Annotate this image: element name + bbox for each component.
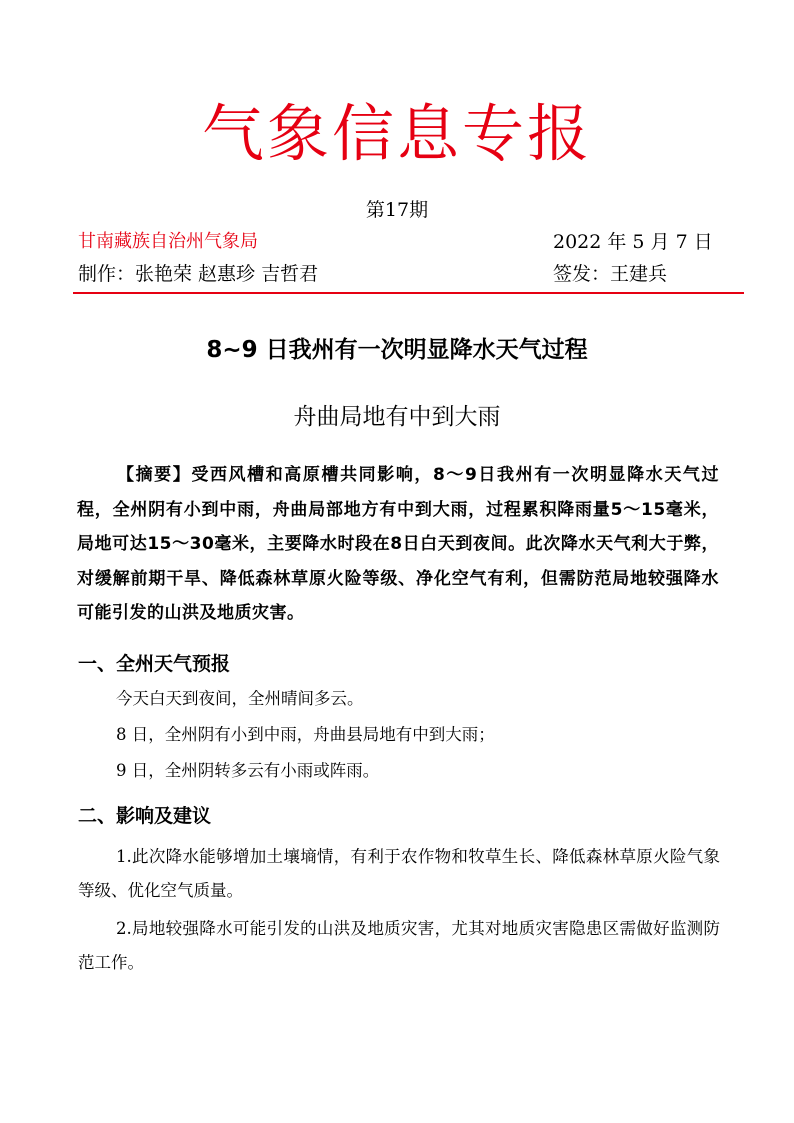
forecast-paragraph: 9 日，全州阴转多云有小雨或阵雨。	[116, 761, 380, 780]
section-heading-impact: 二、影响及建议	[78, 805, 212, 827]
headline-sub: 舟曲局地有中到大雨	[293, 404, 501, 430]
headline-main: 8~9 日我州有一次明显降水天气过程	[206, 337, 588, 363]
forecast-paragraph: 8 日，全州阴有小到中雨，舟曲县局地有中到大雨；	[116, 725, 495, 744]
impact-paragraph: 2.局地较强降水可能引发的山洪及地质灾害，尤其对地质灾害隐患区需做好监测防范工作。	[78, 919, 720, 972]
masthead-title: 气象信息专报	[201, 97, 592, 170]
header-divider	[73, 292, 744, 294]
signer-line: 签发：王建兵	[553, 263, 668, 285]
abstract-paragraph: 【摘要】受西风槽和高原槽共同影响，8～9日我州有一次明显降水天气过程，全州阴有小到中雨，舟曲局部地方有中到大雨，过程累积降雨量5～15毫米，局地可达15～30毫米，主要降水时段在8日白天到夜间。此次降水天气利大于弊，对缓解前期干旱、降低森林草原火险等级、净化空气有利，但需防范局地较强降水可能引发的山洪及地质灾害。	[77, 465, 719, 623]
impact-paragraph: 1.此次降水能够增加土壤墒情，有利于农作物和牧草生长、降低森林草原火险气象等级、优化空气质量。	[78, 847, 720, 900]
section-heading-forecast: 一、全州天气预报	[78, 653, 231, 675]
issue-date: 2022 年 5 月 7 日	[553, 231, 713, 253]
forecast-paragraph: 今天白天到夜间，全州晴间多云。	[116, 689, 364, 708]
issue-number: 第17期	[365, 199, 429, 221]
authors-line: 制作：张艳荣 赵惠珍 吉哲君	[78, 263, 319, 285]
issuing-bureau: 甘南藏族自治州气象局	[78, 231, 258, 252]
